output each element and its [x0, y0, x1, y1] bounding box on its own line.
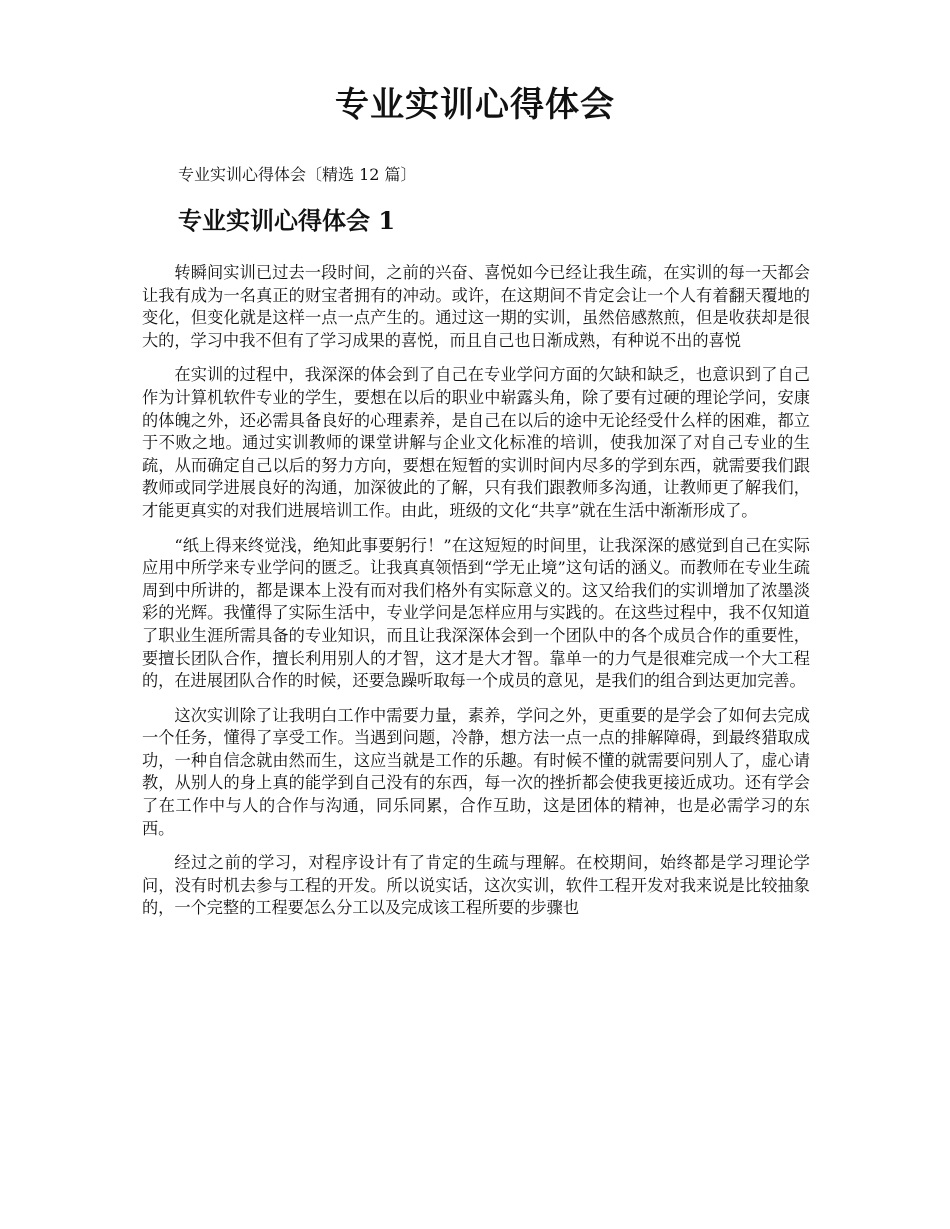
document-subtitle: 专业实训心得体会〔精选 12 篇〕	[178, 165, 417, 184]
paragraph: 这次实训除了让我明白工作中需要力量，素养，学问之外，更重要的是学会了如何去完成一个任务，懂得了享受工作。当遇到问题，冷静，想方法一点一点的排解障碍，到最终猎取成功，一种自信念就由然而生，这应当就是工作的乐趣。有时候不懂的就需要问别人了，虚心请教，从别人的身上真的能学到自己没有的东西，每一次的挫折都会使我更接近成功。还有学会了在工作中与人的合作与沟通，同乐同累，合作互助，这是团体的精神，也是必需学习的东西。	[142, 705, 810, 838]
paragraph: 在实训的过程中，我深深的体会到了自己在专业学问方面的欠缺和缺乏，也意识到了自己作为计算机软件专业的学生，要想在以后的职业中崭露头角，除了要有过硬的理论学问，安康的体魄之外，还必需具备良好的心理素养，是自己在以后的途中无论经受什么样的困难，都立于不败之地。通过实训教师的课堂讲解与企业文化标准的培训，使我加深了对自己专业的生疏，从而确定自己以后的努力方向，要想在短暂的实训时间内尽多的学到东西，就需要我们跟教师或同学进展良好的沟通，加深彼此的了解，只有我们跟教师多沟通，让教师更了解我们，才能更真实的对我们进展培训工作。由此，班级的文化“共享”就在生活中渐渐形成了。	[142, 365, 810, 520]
paragraph: 经过之前的学习，对程序设计有了肯定的生疏与理解。在校期间，始终都是学习理论学问，没有时机去参与工程的开发。所以说实话，这次实训，软件工程开发对我来说是比较抽象的，一个完整的工程要怎么分工以及完成该工程所要的步骤也	[142, 853, 810, 918]
body-text	[142, 262, 810, 932]
section-heading: 专业实训心得体会 1	[178, 206, 396, 235]
page-title: 专业实训心得体会	[335, 85, 615, 125]
paragraph: “纸上得来终觉浅，绝知此事要躬行！”在这短短的时间里，让我深深的感觉到自己在实际应用中所学来专业学问的匮乏。让我真真领悟到“学无止境”这句话的涵义。而教师在专业生疏周到中所讲的，都是课本上没有而对我们格外有实际意义的。这又给我们的实训增加了浓墨淡彩的光辉。我懂得了实际生活中，专业学问是怎样应用与实践的。在这些过程中，我不仅知道了职业生涯所需具备的专业知识，而且让我深深体会到一个团队中的各个成员合作的重要性，要擅长团队合作，擅长利用别人的才智，这才是大才智。靠单一的力气是很难完成一个大工程的，在进展团队合作的时候，还要急躁听取每一个成员的意见，是我们的组合到达更加完善。	[142, 535, 810, 691]
paragraph: 转瞬间实训已过去一段时间，之前的兴奋、喜悦如今已经让我生疏，在实训的每一天都会让我有成为一名真正的财宝者拥有的冲动。或许，在这期间不肯定会让一个人有着翻天覆地的变化，但变化就是这样一点一点产生的。通过这一期的实训，虽然倍感熬煎，但是收获却是很大的，学习中我不但有了学习成果的喜悦，而且自己也日渐成熟，有种说不出的喜悦	[142, 263, 810, 350]
